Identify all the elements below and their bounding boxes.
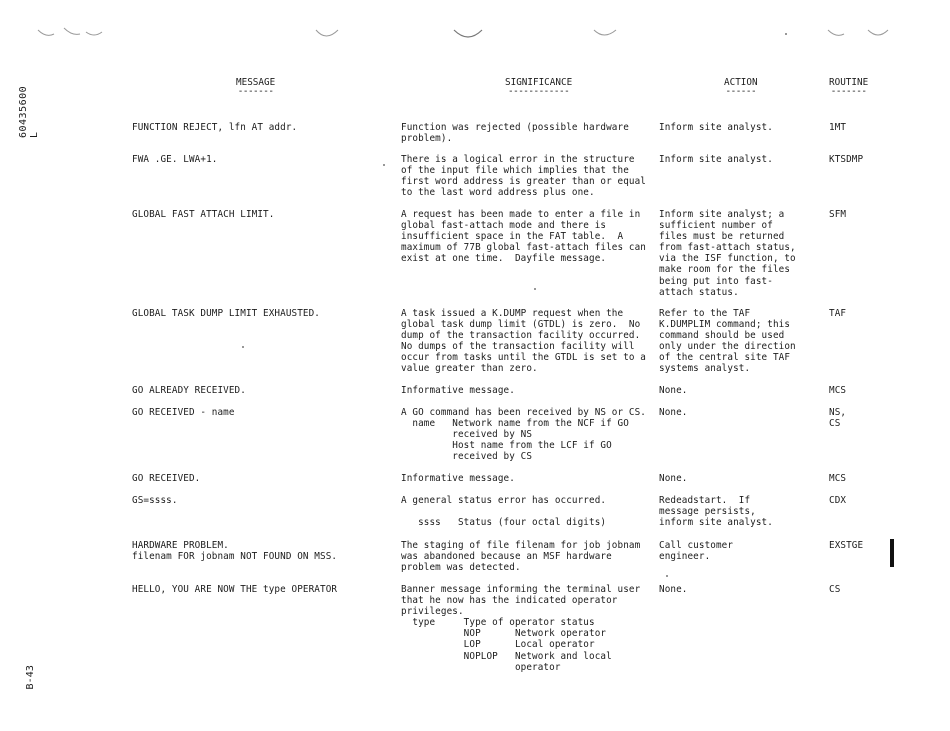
row-action: Redeadstart. If message persists, inform site analyst. (659, 495, 773, 529)
row-routine: CDX (829, 495, 847, 506)
header-message-underline: ------- (237, 86, 274, 97)
row-significance: There is a logical error in the structure of the input file which implies that the first word address is greater than or equal to the last word address plus one. (401, 154, 646, 199)
header-significance-label: SIGNIFICANCE (505, 77, 573, 88)
row-significance: Function was rejected (possible hardware problem). (401, 122, 629, 145)
row-routine: CS (829, 584, 841, 595)
row-routine: 1MT (829, 122, 847, 133)
row-message: GO ALREADY RECEIVED. (132, 385, 246, 396)
scan-speck (785, 33, 787, 35)
header-significance (505, 77, 572, 96)
header-message (236, 77, 275, 96)
row-message: HARDWARE PROBLEM. filenam FOR jobnam NOT FOUND ON MSS. (132, 540, 338, 563)
row-significance: Informative message. (401, 473, 515, 484)
row-routine: TAF (829, 308, 847, 319)
row-message: GLOBAL TASK DUMP LIMIT EXHAUSTED. (132, 308, 321, 319)
row-action: Inform site analyst. (659, 122, 773, 133)
row-message: GS=ssss. (132, 495, 178, 506)
row-action: Inform site analyst. (659, 154, 773, 165)
header-routine-underline: ------- (830, 86, 867, 97)
row-message: GO RECEIVED - name (132, 407, 235, 418)
header-action-label: ACTION (724, 77, 758, 88)
row-action: None. (659, 584, 688, 595)
scan-speck (383, 164, 385, 166)
row-action: Call customer engineer. (659, 540, 734, 563)
row-message: FUNCTION REJECT, lfn AT addr. (132, 122, 298, 133)
row-significance: A task issued a K.DUMP request when the global task dump limit (GTDL) is zero. No dump of the transaction facility occurred. No dumps of the transaction facility will occur from tasks until the GTDL is set to a value greater than zero. (401, 308, 646, 375)
row-routine: MCS (829, 473, 847, 484)
row-routine: MCS (829, 385, 847, 396)
row-action: None. (659, 385, 688, 396)
scan-speck (666, 575, 668, 577)
row-message: GO RECEIVED. (132, 473, 201, 484)
row-action: Inform site analyst; a sufficient number of files must be returned from fast-attach status, via the ISF function, to make room for the files being put into fast- attach status. (659, 209, 796, 298)
row-routine: SFM (829, 209, 847, 220)
row-significance: The staging of file filenam for job jobnam was abandoned because an MSF hardware problem was detected. (401, 540, 641, 574)
change-bar (890, 539, 894, 567)
row-action: None. (659, 407, 688, 418)
scan-speck (242, 346, 244, 348)
scan-speck (534, 288, 536, 290)
header-action (724, 77, 758, 96)
row-action: Refer to the TAF K.DUMPLIM command; this command should be used only under the direction of the central site TAF systems analyst. (659, 308, 796, 375)
document-code: 60435600 L (18, 85, 41, 138)
row-routine: EXSTGE (829, 540, 864, 551)
row-action: None. (659, 473, 688, 484)
row-message: FWA .GE. LWA+1. (132, 154, 218, 165)
row-message: GLOBAL FAST ATTACH LIMIT. (132, 209, 275, 220)
row-significance: Informative message. (401, 385, 515, 396)
page-number: B-43 (25, 665, 36, 690)
header-routine-label: ROUTINE (829, 77, 869, 88)
row-message: HELLO, YOU ARE NOW THE type OPERATOR (132, 584, 338, 595)
header-message-label: MESSAGE (236, 77, 276, 88)
row-significance: A general status error has occurred. ssss Status (four octal digits) (401, 495, 607, 529)
header-significance-underline: ------------ (508, 86, 570, 97)
row-routine: NS, CS (829, 407, 847, 430)
header-action-underline: ------ (725, 86, 757, 97)
header-routine (829, 77, 868, 96)
row-significance: A request has been made to enter a file in global fast-attach mode and there is insufficient space in the FAT table. A maximum of 77B global fast-attach files can exist at one time. Dayfile message. (401, 209, 646, 265)
row-significance: A GO command has been received by NS or CS. name Network name from the NCF if GO received by NS Host name from the LCF if GO received by CS (401, 407, 646, 463)
row-significance: Banner message informing the terminal user that he now has the indicated operator privileges. type Type of operator status NOP Network operator LOP Local operator NOPLOP Network and local operator (401, 584, 641, 673)
row-routine: KTSDMP (829, 154, 864, 165)
